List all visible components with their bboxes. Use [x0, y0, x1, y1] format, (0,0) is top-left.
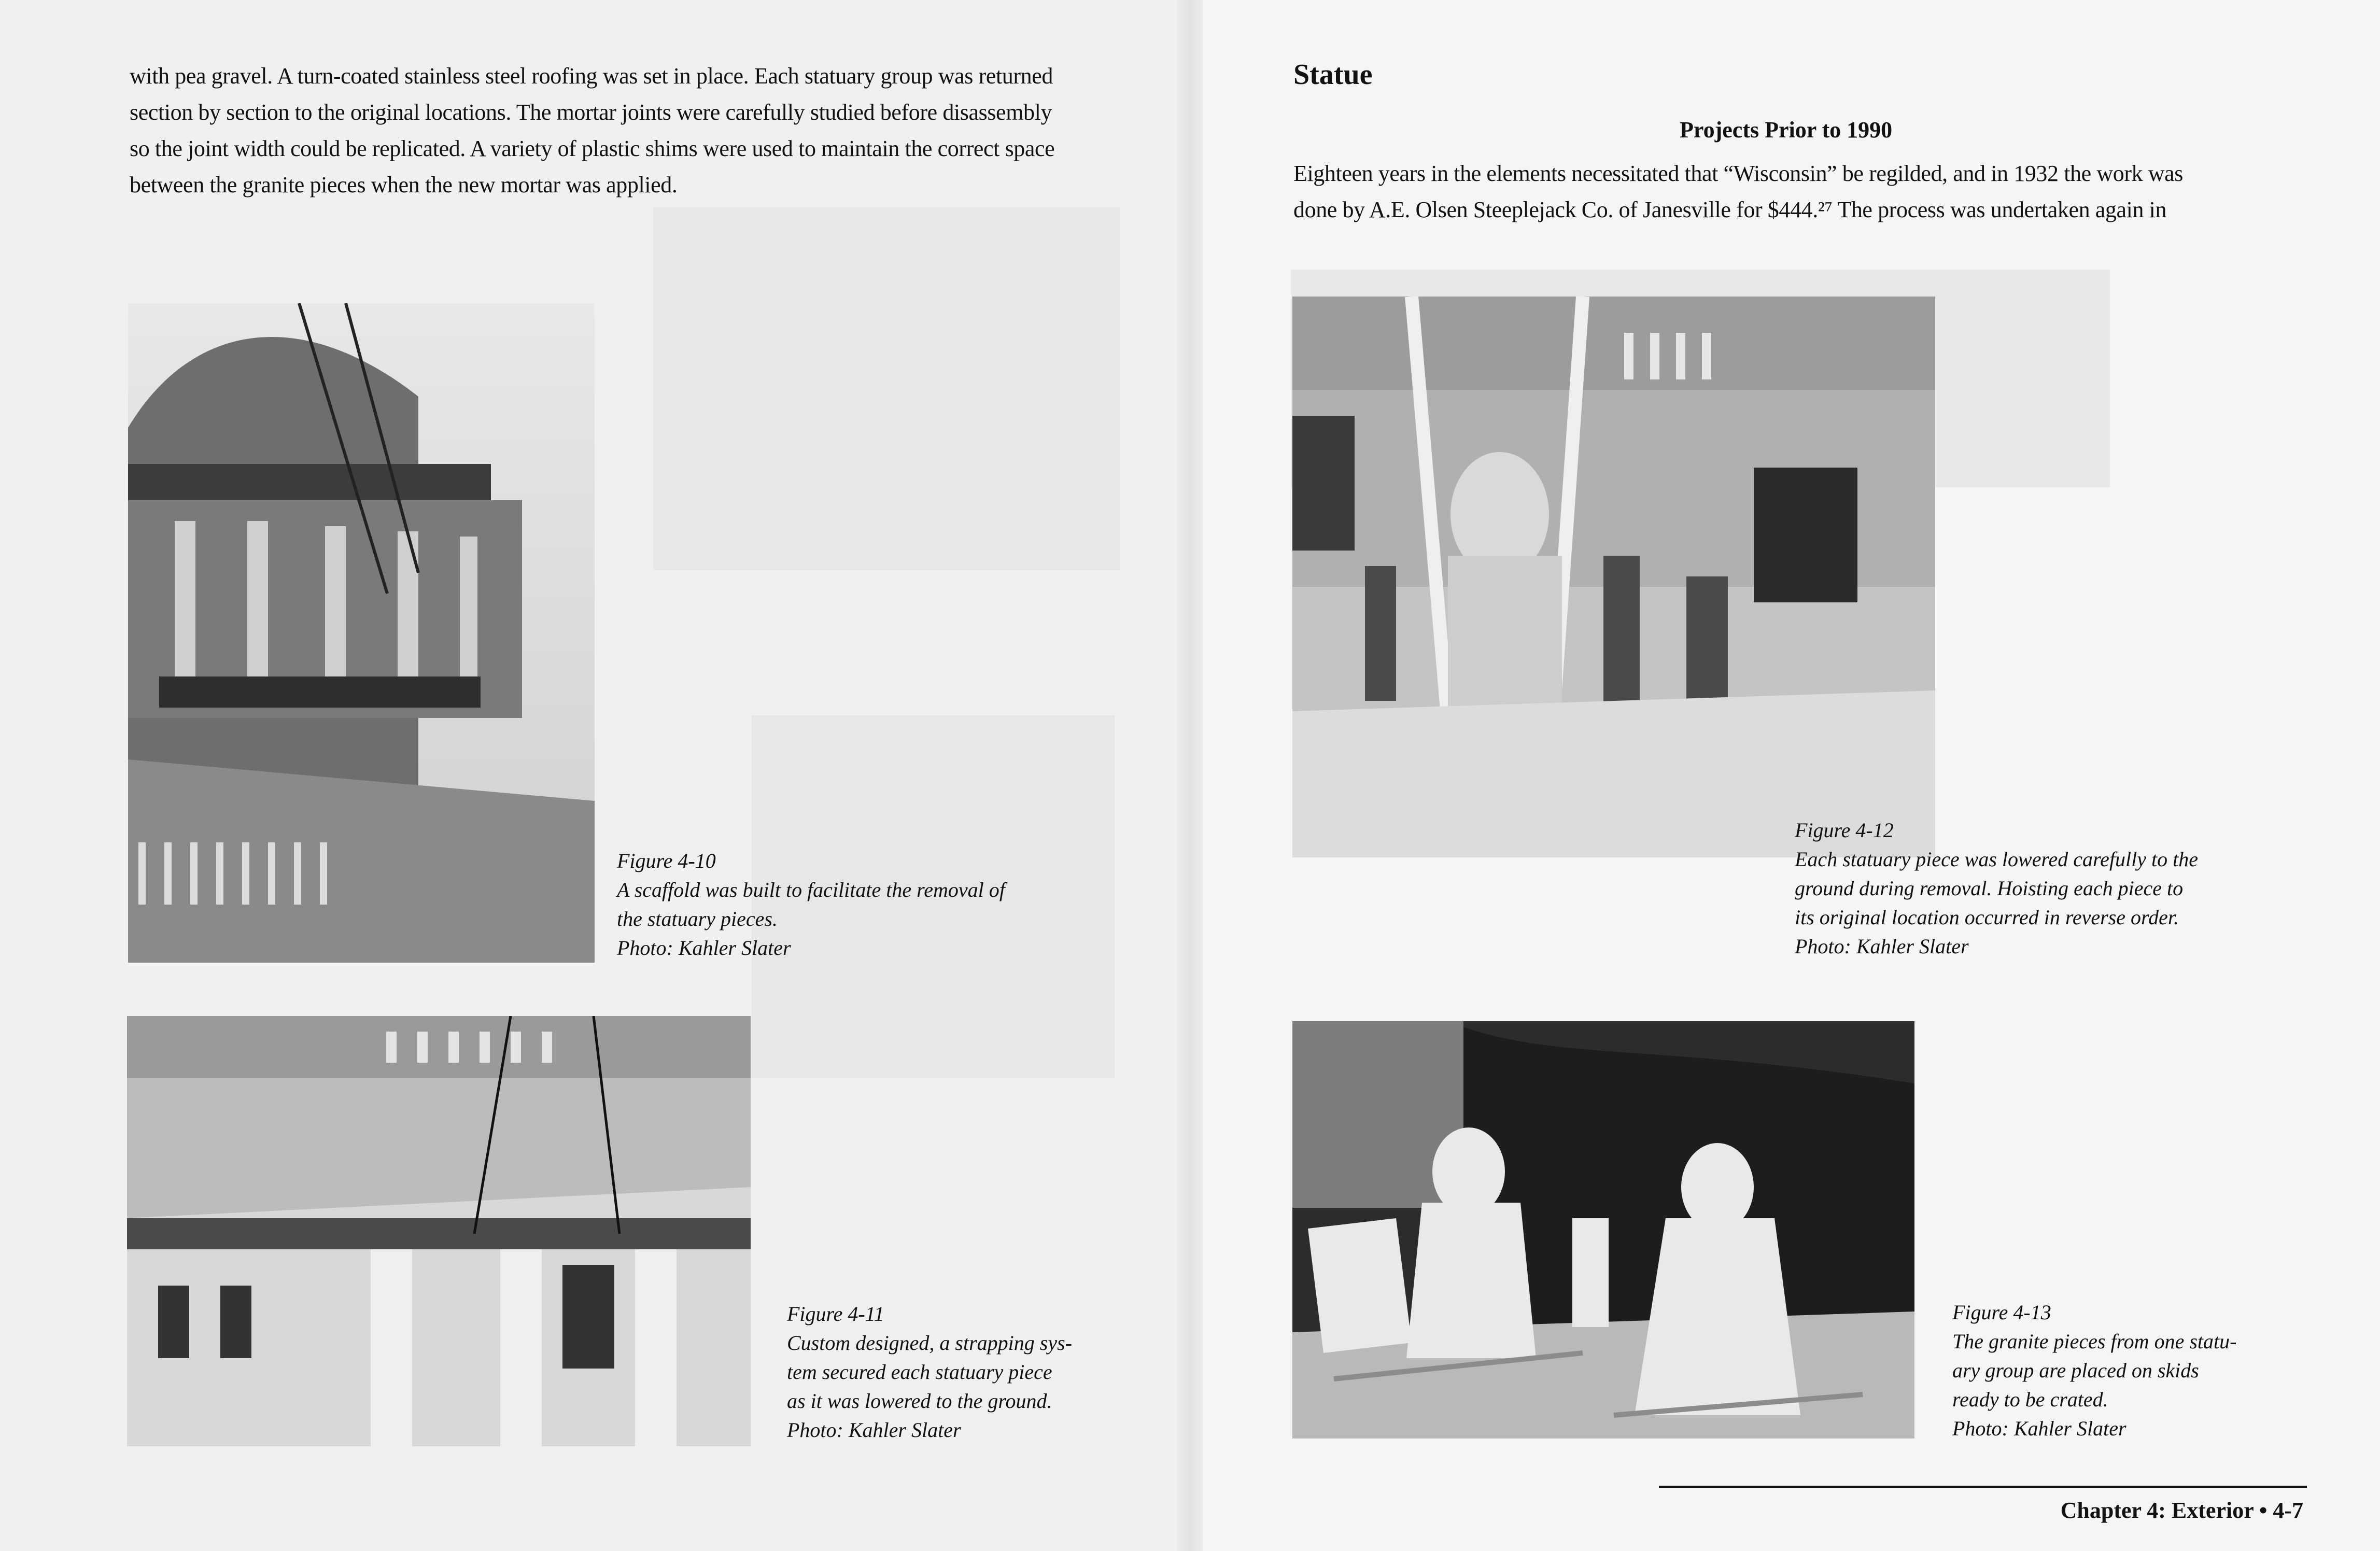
figure-4-12-caption [1795, 816, 2292, 961]
figure-4-12-photo [1292, 297, 1935, 857]
footer-rule [1659, 1486, 2307, 1488]
left-body-paragraph [130, 58, 1140, 203]
figure-4-11-number: Figure 4-11 [787, 1302, 884, 1326]
left-line-4: between the granite pieces when the new mortar was applied. [130, 172, 678, 198]
figure-4-13-text-2: ary group are placed on skids [1952, 1359, 2199, 1382]
section-heading: Statue [1293, 59, 1373, 91]
figure-4-11-photo [127, 1016, 751, 1446]
left-line-1: with pea gravel. A turn-coated stainless steel roofing was set in place. Each statuary group was returned [130, 63, 1053, 89]
figure-4-11-text-1: Custom designed, a strapping sys- [787, 1331, 1072, 1355]
figure-4-13-photo [1292, 1021, 1914, 1439]
figure-4-10-number: Figure 4-10 [617, 849, 716, 872]
show-through-left [653, 207, 1120, 570]
figure-4-11-text-2: tem secured each statuary piece [787, 1360, 1052, 1384]
figure-4-13-credit: Photo: Kahler Slater [1952, 1417, 2126, 1440]
right-line-1: Eighteen years in the elements necessitated that “Wisconsin” be regilded, and in 1932 the work was [1293, 161, 2184, 186]
figure-4-10-caption [617, 847, 1115, 963]
figure-4-13-number: Figure 4-13 [1952, 1301, 2051, 1324]
page-gutter [1177, 0, 1203, 1551]
figure-4-10-text-2: the statuary pieces. [617, 907, 778, 930]
figure-4-12-text-3: its original location occurred in reverse order. [1795, 906, 2179, 929]
figure-4-12-number: Figure 4-12 [1795, 819, 1894, 842]
left-line-3: so the joint width could be replicated. A variety of plastic shims were used to maintain the correct space [130, 136, 1055, 161]
figure-4-12-text-2: ground during removal. Hoisting each piece to [1795, 877, 2184, 900]
figure-4-10-text-1: A scaffold was built to facilitate the removal of [617, 878, 1005, 901]
figure-4-13-text-1: The granite pieces from one statu- [1952, 1330, 2237, 1353]
figure-4-10-photo [128, 303, 595, 963]
left-line-2: section by section to the original locations. The mortar joints were carefully studied before disassembly [130, 100, 1052, 125]
figure-4-10-credit: Photo: Kahler Slater [617, 936, 791, 960]
figure-4-11-credit: Photo: Kahler Slater [787, 1418, 961, 1442]
figure-4-13-caption [1952, 1298, 2301, 1443]
page-footer: Chapter 4: Exterior • 4-7 [2060, 1498, 2303, 1523]
figure-4-11-caption [787, 1300, 1133, 1445]
section-subheading: Projects Prior to 1990 [1680, 117, 1893, 143]
figure-4-12-text-1: Each statuary piece was lowered carefully to the [1795, 848, 2198, 871]
right-body-paragraph [1293, 156, 2221, 228]
figure-4-12-credit: Photo: Kahler Slater [1795, 935, 1969, 958]
right-line-2: done by A.E. Olsen Steeplejack Co. of Janesville for $444.²⁷ The process was undertaken again in [1293, 197, 2167, 222]
figure-4-11-text-3: as it was lowered to the ground. [787, 1389, 1052, 1413]
figure-4-13-text-3: ready to be crated. [1952, 1388, 2108, 1411]
